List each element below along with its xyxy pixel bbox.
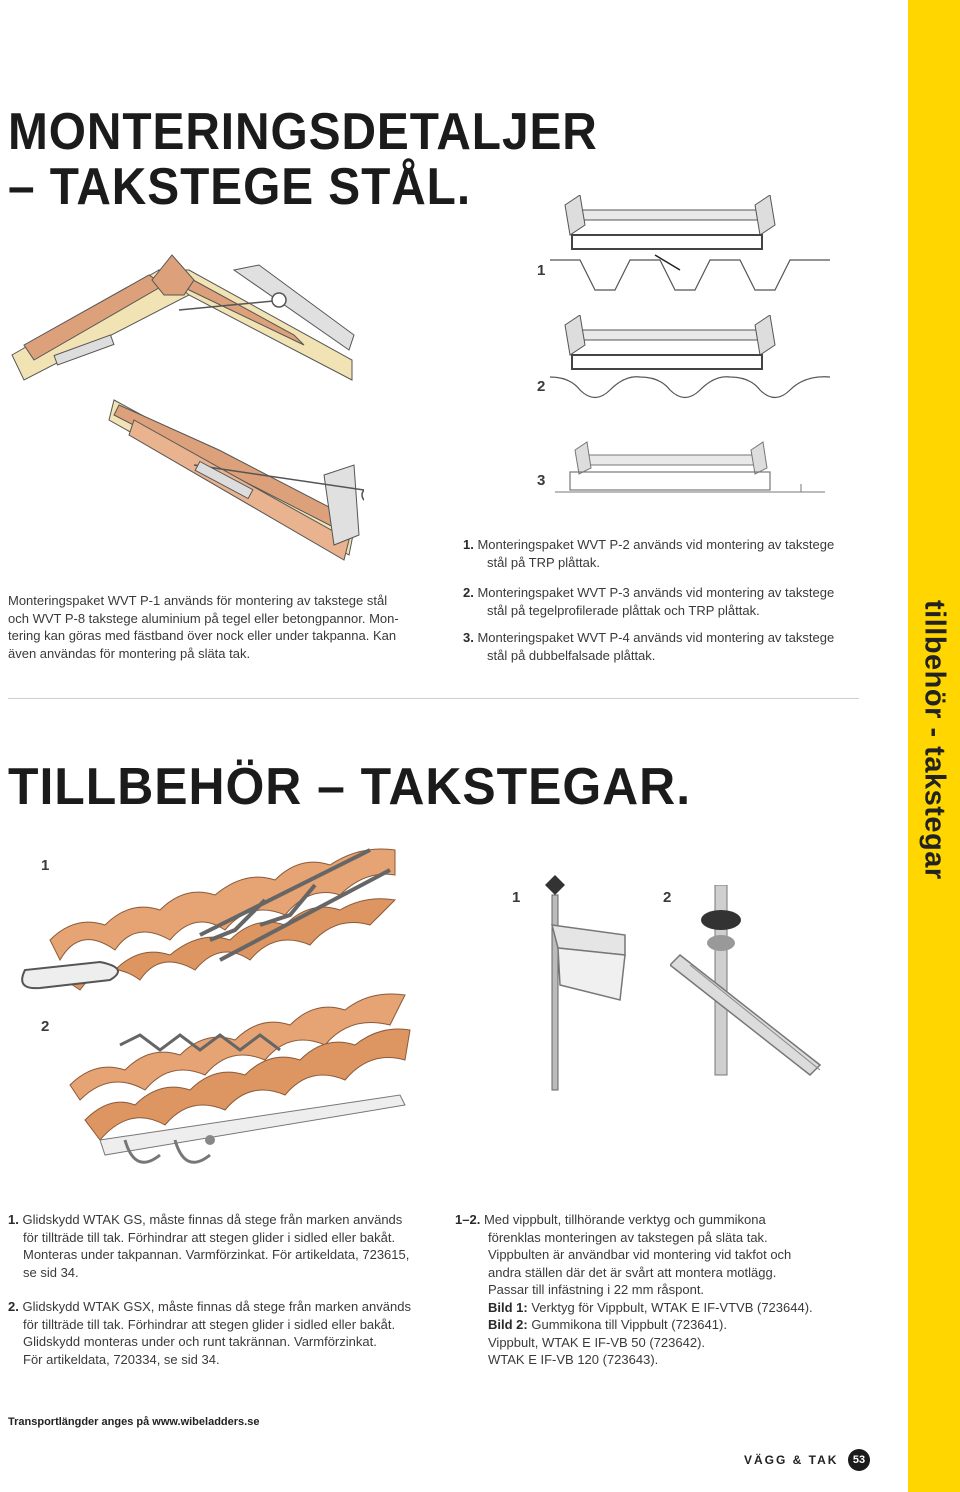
vippbult-bolt-illustration — [670, 885, 830, 1085]
bild-1-label: Bild 1: — [488, 1299, 528, 1315]
list-text: Passar till infästning i 22 mm råspont. — [488, 1282, 705, 1297]
list-text: andra ställen där det är svårt att montera motlägg. — [488, 1264, 777, 1280]
vippbult-description — [455, 1211, 875, 1369]
profile-label-1: 1 — [537, 262, 546, 279]
list-text: förenklas monteringen av takstegen på släta tak. — [488, 1229, 768, 1245]
section-title: TILLBEHÖR – TAKSTEGAR. — [8, 758, 692, 816]
profile-label-2: 2 — [537, 378, 546, 395]
list-text: Med vippbult, tillhörande verktyg och gummikona — [483, 1212, 766, 1227]
intro-paragraph — [8, 592, 428, 662]
accessory-label-right-2: 2 — [663, 889, 672, 906]
list-text: stål på dubbelfalsade plåttak. — [487, 647, 656, 663]
accessory-label-right-1: 1 — [512, 889, 521, 906]
mount-list-item — [463, 629, 883, 664]
list-text: WTAK E IF-VB 120 (723643). — [488, 1352, 659, 1367]
list-text: se sid 34. — [23, 1264, 79, 1280]
profile-figure-2 — [540, 315, 840, 405]
glidskydd-item-2 — [8, 1298, 438, 1368]
profile-figure-3 — [555, 440, 835, 500]
glidskydd-illustration-1 — [20, 840, 400, 1010]
bild-1-line — [455, 1299, 875, 1317]
glidskydd-item-1 — [8, 1211, 438, 1281]
list-text: Vippbult, WTAK E IF-VB 50 (723642). — [488, 1334, 706, 1350]
footer-section-label: VÄGG & TAK — [744, 1453, 839, 1467]
list-text: stål på tegelprofilerade plåttak och TRP plåttak. — [487, 602, 760, 618]
list-number: 2. — [463, 585, 474, 600]
accessory-label-1: 1 — [41, 857, 50, 874]
profile-figure-1 — [540, 195, 840, 295]
profile-label-3: 3 — [537, 472, 546, 489]
list-text: Glidskydd WTAK GS, måste finnas då stege från marken används — [22, 1212, 403, 1227]
list-number: 2. — [8, 1299, 19, 1314]
roof-ladder-illustration — [4, 250, 364, 580]
vippbult-tool-illustration — [530, 870, 640, 1100]
bild-2-line — [455, 1316, 875, 1334]
intro-line: även användas för montering på släta tak. — [8, 645, 251, 661]
page-title-line2: – TAKSTEGE STÅL. — [8, 158, 472, 216]
list-text: för tillträde till tak. Förhindrar att stegen glider i sidled eller bakåt. — [23, 1229, 396, 1245]
list-text: Monteras under takpannan. Varmförzinkat. För artikeldata, 723615, — [23, 1247, 410, 1262]
glidskydd-illustration-2 — [60, 990, 420, 1180]
intro-line: och WVT P-8 takstege aluminium på tegel eller betongpannor. Mon- — [8, 610, 399, 626]
list-text: Monteringspaket WVT P-3 används vid montering av takstege — [477, 585, 835, 600]
mount-list-item — [463, 584, 883, 619]
section-divider — [8, 698, 859, 699]
accessory-label-2: 2 — [41, 1018, 50, 1035]
list-number: 1. — [8, 1212, 19, 1227]
list-text: Vippbulten är användbar vid montering vid takfot och — [488, 1247, 792, 1262]
intro-line: Monteringspaket WVT P-1 används för montering av takstege stål — [8, 593, 388, 608]
list-number: 1. — [463, 537, 474, 552]
list-text: För artikeldata, 720334, se sid 34. — [23, 1351, 220, 1367]
page-number: 53 — [848, 1449, 870, 1471]
list-number: 3. — [463, 630, 474, 645]
bild-2-text: Gummikona till Vippbult (723641). — [527, 1317, 727, 1332]
bild-2-label: Bild 2: — [488, 1317, 528, 1332]
intro-line: tering kan göras med fästband över nock eller under takpanna. Kan — [8, 628, 397, 643]
page-title-line1: MONTERINGSDETALJER — [8, 103, 598, 161]
list-text: stål på TRP plåttak. — [487, 554, 600, 570]
list-text: Glidskydd monteras under och runt takrännan. Varmförzinkat. — [23, 1334, 377, 1349]
list-number: 1–2. — [455, 1212, 481, 1227]
list-text: Glidskydd WTAK GSX, måste finnas då stege från marken används — [22, 1299, 411, 1314]
list-text: för tillträde till tak. Förhindrar att stegen glider i sidled eller bakåt. — [23, 1316, 396, 1332]
list-text: Monteringspaket WVT P-2 används vid montering av takstege — [477, 537, 835, 552]
footnote: Transportlängder anges på www.wibeladders.se — [8, 1416, 260, 1428]
list-text: Monteringspaket WVT P-4 används vid montering av takstege — [477, 630, 835, 645]
sidebar-label: tillbehör - takstegar — [918, 600, 951, 880]
bild-1-text: Verktyg för Vippbult, WTAK E IF-VTVB (723644). — [527, 1299, 813, 1315]
mount-list-item — [463, 536, 883, 571]
